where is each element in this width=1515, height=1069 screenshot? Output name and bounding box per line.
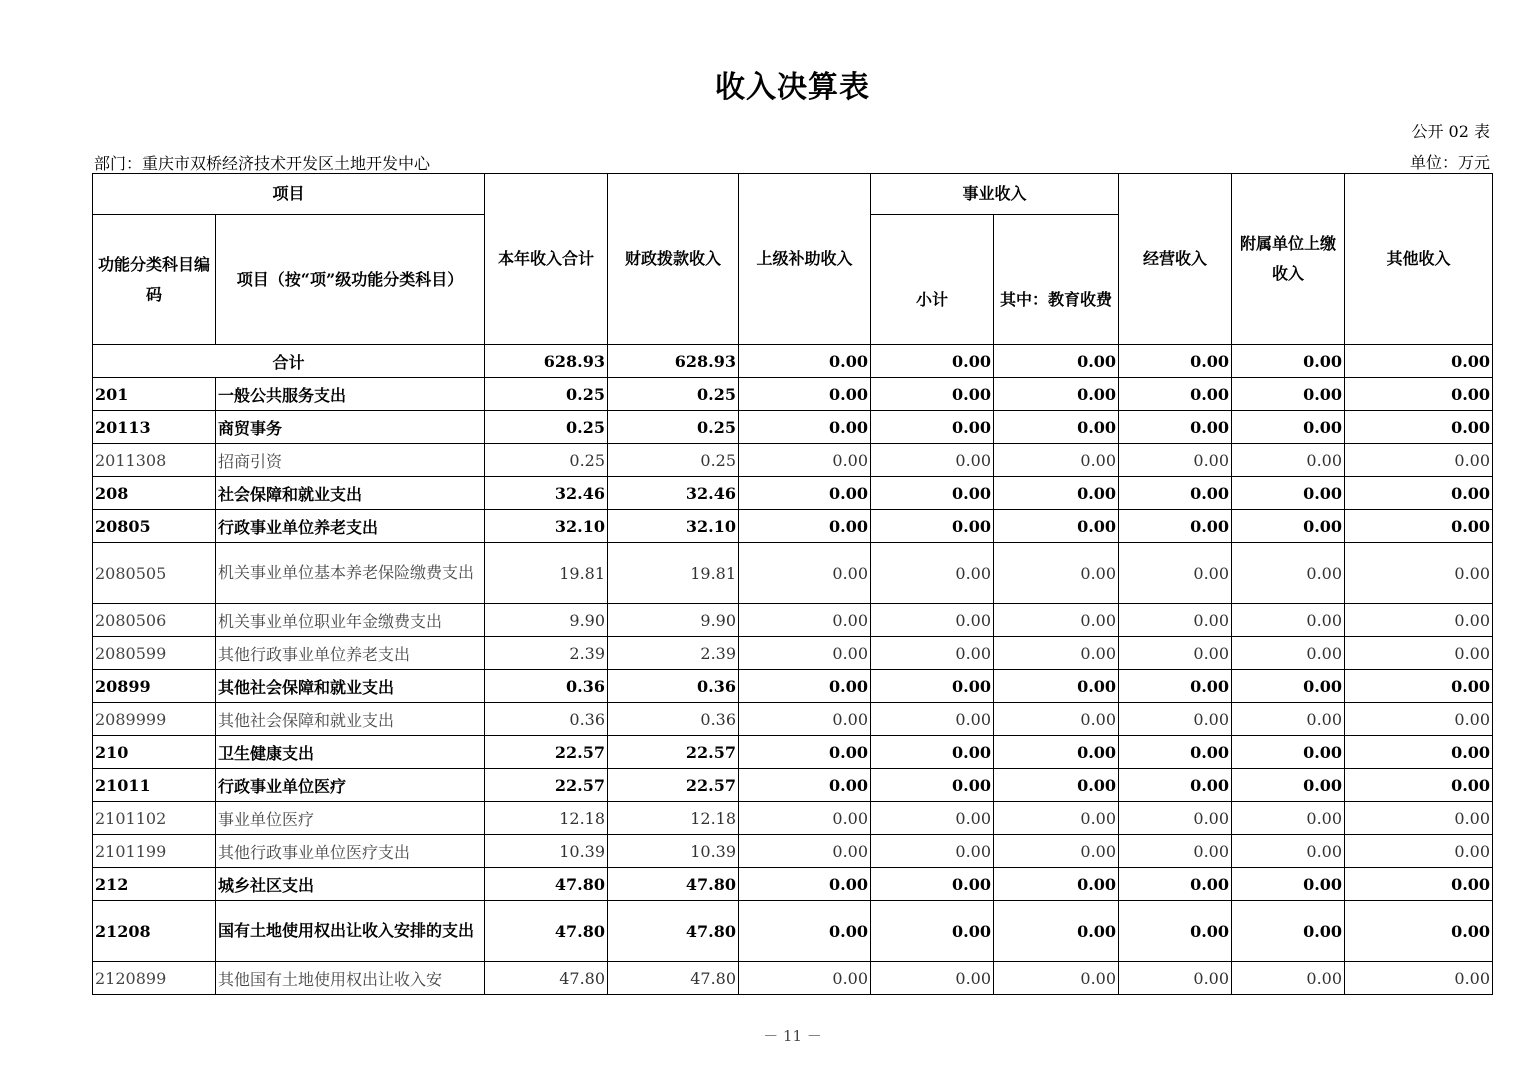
row-name: 其他社会保障和就业支出 bbox=[216, 670, 485, 703]
row-code: 2101199 bbox=[93, 835, 216, 868]
row-value: 0.25 bbox=[608, 411, 739, 444]
row-value: 0.00 bbox=[1119, 962, 1232, 995]
row-value: 0.00 bbox=[739, 901, 871, 962]
row-name: 国有土地使用权出让收入安排的支出 bbox=[216, 901, 485, 962]
total-value: 0.00 bbox=[1232, 345, 1345, 378]
row-value: 2.39 bbox=[608, 637, 739, 670]
table-row bbox=[93, 543, 1493, 604]
row-value: 0.00 bbox=[1232, 378, 1345, 411]
row-code: 20899 bbox=[93, 670, 216, 703]
row-value: 0.00 bbox=[1232, 736, 1345, 769]
row-name: 社会保障和就业支出 bbox=[216, 477, 485, 510]
row-value: 0.00 bbox=[994, 901, 1119, 962]
table-row bbox=[93, 901, 1493, 962]
row-name: 卫生健康支出 bbox=[216, 736, 485, 769]
row-code: 2089999 bbox=[93, 703, 216, 736]
total-value: 628.93 bbox=[485, 345, 608, 378]
row-value: 0.00 bbox=[871, 769, 994, 802]
row-value: 0.00 bbox=[871, 802, 994, 835]
row-value: 0.00 bbox=[1345, 868, 1493, 901]
row-value: 47.80 bbox=[485, 962, 608, 995]
page-number: － 11 － bbox=[763, 1027, 822, 1045]
row-value: 0.00 bbox=[871, 378, 994, 411]
row-value: 0.00 bbox=[739, 444, 871, 477]
total-value: 0.00 bbox=[994, 345, 1119, 378]
row-code: 2011308 bbox=[93, 444, 216, 477]
row-value: 0.00 bbox=[1232, 962, 1345, 995]
row-value: 0.00 bbox=[871, 510, 994, 543]
row-value: 0.00 bbox=[1119, 901, 1232, 962]
row-value: 0.00 bbox=[1119, 703, 1232, 736]
row-value: 22.57 bbox=[485, 736, 608, 769]
row-value: 0.00 bbox=[994, 802, 1119, 835]
row-name: 其他社会保障和就业支出 bbox=[216, 703, 485, 736]
row-name: 其他行政事业单位养老支出 bbox=[216, 637, 485, 670]
row-value: 0.00 bbox=[994, 378, 1119, 411]
row-value: 0.00 bbox=[871, 868, 994, 901]
row-value: 0.00 bbox=[1345, 736, 1493, 769]
table-row bbox=[93, 802, 1493, 835]
page-title: 收入决算表 bbox=[715, 70, 870, 105]
row-value: 0.00 bbox=[1119, 543, 1232, 604]
header-code: 功能分类科目编码 bbox=[93, 215, 216, 345]
row-value: 0.36 bbox=[485, 703, 608, 736]
row-value: 0.00 bbox=[871, 736, 994, 769]
row-value: 0.00 bbox=[1232, 868, 1345, 901]
row-code: 208 bbox=[93, 477, 216, 510]
row-value: 0.00 bbox=[871, 604, 994, 637]
table-row bbox=[93, 703, 1493, 736]
row-value: 32.46 bbox=[485, 477, 608, 510]
row-value: 19.81 bbox=[608, 543, 739, 604]
row-value: 0.00 bbox=[994, 962, 1119, 995]
total-value: 0.00 bbox=[1345, 345, 1493, 378]
row-code: 2101102 bbox=[93, 802, 216, 835]
row-name: 招商引资 bbox=[216, 444, 485, 477]
row-value: 47.80 bbox=[485, 868, 608, 901]
row-value: 0.00 bbox=[994, 543, 1119, 604]
row-value: 0.00 bbox=[871, 962, 994, 995]
row-value: 0.00 bbox=[1232, 901, 1345, 962]
row-value: 12.18 bbox=[485, 802, 608, 835]
header-education: 其中：教育收费 bbox=[994, 215, 1119, 345]
row-value: 0.25 bbox=[485, 411, 608, 444]
row-value: 0.00 bbox=[1119, 670, 1232, 703]
row-value: 0.00 bbox=[871, 444, 994, 477]
row-value: 0.00 bbox=[739, 378, 871, 411]
row-value: 0.00 bbox=[1119, 510, 1232, 543]
row-value: 0.00 bbox=[994, 868, 1119, 901]
row-value: 0.00 bbox=[1232, 703, 1345, 736]
header-superior: 上级补助收入 bbox=[739, 174, 871, 345]
row-value: 0.00 bbox=[1119, 604, 1232, 637]
row-value: 0.00 bbox=[994, 703, 1119, 736]
row-value: 0.00 bbox=[994, 604, 1119, 637]
row-value: 0.00 bbox=[1119, 477, 1232, 510]
department-label: 部门：重庆市双桥经济技术开发区土地开发中心 bbox=[94, 154, 431, 173]
row-value: 22.57 bbox=[485, 769, 608, 802]
row-value: 0.00 bbox=[1232, 670, 1345, 703]
row-value: 0.25 bbox=[485, 378, 608, 411]
row-value: 0.00 bbox=[994, 477, 1119, 510]
row-value: 0.00 bbox=[1345, 444, 1493, 477]
row-value: 0.00 bbox=[739, 510, 871, 543]
row-code: 20113 bbox=[93, 411, 216, 444]
row-value: 0.00 bbox=[739, 670, 871, 703]
row-value: 0.00 bbox=[994, 736, 1119, 769]
table-row bbox=[93, 477, 1493, 510]
row-value: 0.00 bbox=[1345, 835, 1493, 868]
row-value: 0.00 bbox=[1345, 477, 1493, 510]
unit-label: 单位：万元 bbox=[1409, 153, 1490, 172]
row-value: 0.00 bbox=[739, 868, 871, 901]
row-value: 2.39 bbox=[485, 637, 608, 670]
row-value: 0.00 bbox=[1232, 543, 1345, 604]
total-value: 628.93 bbox=[608, 345, 739, 378]
row-name: 一般公共服务支出 bbox=[216, 378, 485, 411]
row-value: 0.25 bbox=[608, 378, 739, 411]
row-name: 商贸事务 bbox=[216, 411, 485, 444]
table-row bbox=[93, 444, 1493, 477]
row-code: 212 bbox=[93, 868, 216, 901]
row-value: 0.00 bbox=[1119, 802, 1232, 835]
row-value: 0.00 bbox=[739, 769, 871, 802]
row-value: 0.00 bbox=[1232, 477, 1345, 510]
total-value: 0.00 bbox=[871, 345, 994, 378]
row-code: 2120899 bbox=[93, 962, 216, 995]
row-value: 9.90 bbox=[608, 604, 739, 637]
header-project: 项目 bbox=[93, 174, 485, 215]
row-value: 0.00 bbox=[739, 835, 871, 868]
row-value: 0.00 bbox=[1345, 637, 1493, 670]
table-row bbox=[93, 962, 1493, 995]
row-value: 0.00 bbox=[1232, 604, 1345, 637]
header-total-income: 本年收入合计 bbox=[485, 174, 608, 345]
row-value: 0.00 bbox=[739, 736, 871, 769]
row-value: 0.00 bbox=[739, 543, 871, 604]
row-name: 其他行政事业单位医疗支出 bbox=[216, 835, 485, 868]
row-value: 0.00 bbox=[871, 670, 994, 703]
row-value: 0.00 bbox=[1345, 604, 1493, 637]
row-value: 47.80 bbox=[485, 901, 608, 962]
row-value: 0.00 bbox=[1119, 637, 1232, 670]
header-subtotal: 小计 bbox=[871, 215, 994, 345]
table-row bbox=[93, 835, 1493, 868]
table-row bbox=[93, 637, 1493, 670]
row-value: 0.36 bbox=[485, 670, 608, 703]
row-value: 0.00 bbox=[739, 411, 871, 444]
table-row bbox=[93, 868, 1493, 901]
row-code: 2080506 bbox=[93, 604, 216, 637]
row-value: 0.00 bbox=[1232, 769, 1345, 802]
header-other: 其他收入 bbox=[1345, 174, 1493, 345]
total-value: 0.00 bbox=[739, 345, 871, 378]
row-value: 0.00 bbox=[1345, 802, 1493, 835]
row-value: 0.00 bbox=[1232, 835, 1345, 868]
row-value: 10.39 bbox=[485, 835, 608, 868]
row-value: 0.00 bbox=[1345, 670, 1493, 703]
row-value: 0.00 bbox=[1119, 769, 1232, 802]
row-value: 0.00 bbox=[994, 411, 1119, 444]
row-value: 0.25 bbox=[485, 444, 608, 477]
row-name: 行政事业单位养老支出 bbox=[216, 510, 485, 543]
row-code: 21011 bbox=[93, 769, 216, 802]
row-value: 22.57 bbox=[608, 736, 739, 769]
row-name: 行政事业单位医疗 bbox=[216, 769, 485, 802]
row-value: 0.00 bbox=[871, 477, 994, 510]
row-value: 0.00 bbox=[871, 411, 994, 444]
table-row bbox=[93, 378, 1493, 411]
row-value: 0.00 bbox=[871, 835, 994, 868]
header-operating: 经营收入 bbox=[1119, 174, 1232, 345]
header-name: 项目（按“项”级功能分类科目） bbox=[216, 215, 485, 345]
row-value: 0.00 bbox=[739, 703, 871, 736]
row-value: 0.00 bbox=[739, 477, 871, 510]
header-fiscal: 财政拨款收入 bbox=[608, 174, 739, 345]
row-value: 0.00 bbox=[994, 510, 1119, 543]
row-value: 47.80 bbox=[608, 868, 739, 901]
row-value: 47.80 bbox=[608, 962, 739, 995]
row-value: 0.25 bbox=[608, 444, 739, 477]
row-value: 0.00 bbox=[1345, 769, 1493, 802]
row-name: 机关事业单位基本养老保险缴费支出 bbox=[216, 543, 485, 604]
total-label: 合计 bbox=[93, 345, 485, 378]
row-code: 210 bbox=[93, 736, 216, 769]
row-value: 0.00 bbox=[994, 444, 1119, 477]
row-value: 0.00 bbox=[1232, 444, 1345, 477]
row-name: 城乡社区支出 bbox=[216, 868, 485, 901]
row-value: 0.00 bbox=[739, 637, 871, 670]
row-code: 2080599 bbox=[93, 637, 216, 670]
row-value: 0.00 bbox=[1119, 411, 1232, 444]
row-value: 0.00 bbox=[1345, 543, 1493, 604]
form-number: 公开 02 表 bbox=[1411, 122, 1490, 141]
row-value: 10.39 bbox=[608, 835, 739, 868]
row-value: 0.00 bbox=[739, 604, 871, 637]
table-row bbox=[93, 604, 1493, 637]
table-row bbox=[93, 736, 1493, 769]
row-value: 0.00 bbox=[871, 637, 994, 670]
row-value: 0.00 bbox=[871, 703, 994, 736]
row-value: 0.00 bbox=[1232, 510, 1345, 543]
header-business-group: 事业收入 bbox=[871, 174, 1119, 215]
row-code: 21208 bbox=[93, 901, 216, 962]
total-row bbox=[93, 345, 1493, 378]
row-value: 12.18 bbox=[608, 802, 739, 835]
row-value: 0.00 bbox=[1119, 868, 1232, 901]
table-row bbox=[93, 769, 1493, 802]
row-value: 0.00 bbox=[994, 670, 1119, 703]
row-code: 201 bbox=[93, 378, 216, 411]
row-value: 0.00 bbox=[1119, 444, 1232, 477]
row-value: 0.00 bbox=[1119, 378, 1232, 411]
row-value: 0.36 bbox=[608, 703, 739, 736]
row-value: 0.00 bbox=[871, 543, 994, 604]
row-value: 0.00 bbox=[1119, 835, 1232, 868]
row-value: 0.00 bbox=[1345, 962, 1493, 995]
row-value: 0.00 bbox=[1345, 510, 1493, 543]
row-value: 32.10 bbox=[485, 510, 608, 543]
income-table bbox=[92, 173, 1493, 995]
row-value: 47.80 bbox=[608, 901, 739, 962]
row-value: 0.00 bbox=[871, 901, 994, 962]
header-affiliated: 附属单位上缴收入 bbox=[1232, 174, 1345, 345]
row-value: 9.90 bbox=[485, 604, 608, 637]
row-value: 32.46 bbox=[608, 477, 739, 510]
row-value: 32.10 bbox=[608, 510, 739, 543]
total-value: 0.00 bbox=[1119, 345, 1232, 378]
row-value: 0.00 bbox=[1345, 901, 1493, 962]
row-name: 事业单位医疗 bbox=[216, 802, 485, 835]
row-value: 19.81 bbox=[485, 543, 608, 604]
row-value: 0.00 bbox=[1345, 411, 1493, 444]
row-value: 0.00 bbox=[1232, 637, 1345, 670]
row-name: 机关事业单位职业年金缴费支出 bbox=[216, 604, 485, 637]
table-row bbox=[93, 510, 1493, 543]
row-value: 0.00 bbox=[994, 769, 1119, 802]
row-value: 0.00 bbox=[1345, 703, 1493, 736]
row-name: 其他国有土地使用权出让收入安 bbox=[216, 962, 485, 995]
row-value: 0.00 bbox=[994, 637, 1119, 670]
row-value: 22.57 bbox=[608, 769, 739, 802]
row-value: 0.00 bbox=[1119, 736, 1232, 769]
row-code: 20805 bbox=[93, 510, 216, 543]
row-code: 2080505 bbox=[93, 543, 216, 604]
row-value: 0.00 bbox=[1232, 802, 1345, 835]
row-value: 0.00 bbox=[994, 835, 1119, 868]
row-value: 0.36 bbox=[608, 670, 739, 703]
row-value: 0.00 bbox=[1232, 411, 1345, 444]
row-value: 0.00 bbox=[1345, 378, 1493, 411]
table-row bbox=[93, 670, 1493, 703]
table-row bbox=[93, 411, 1493, 444]
row-value: 0.00 bbox=[739, 802, 871, 835]
row-value: 0.00 bbox=[739, 962, 871, 995]
